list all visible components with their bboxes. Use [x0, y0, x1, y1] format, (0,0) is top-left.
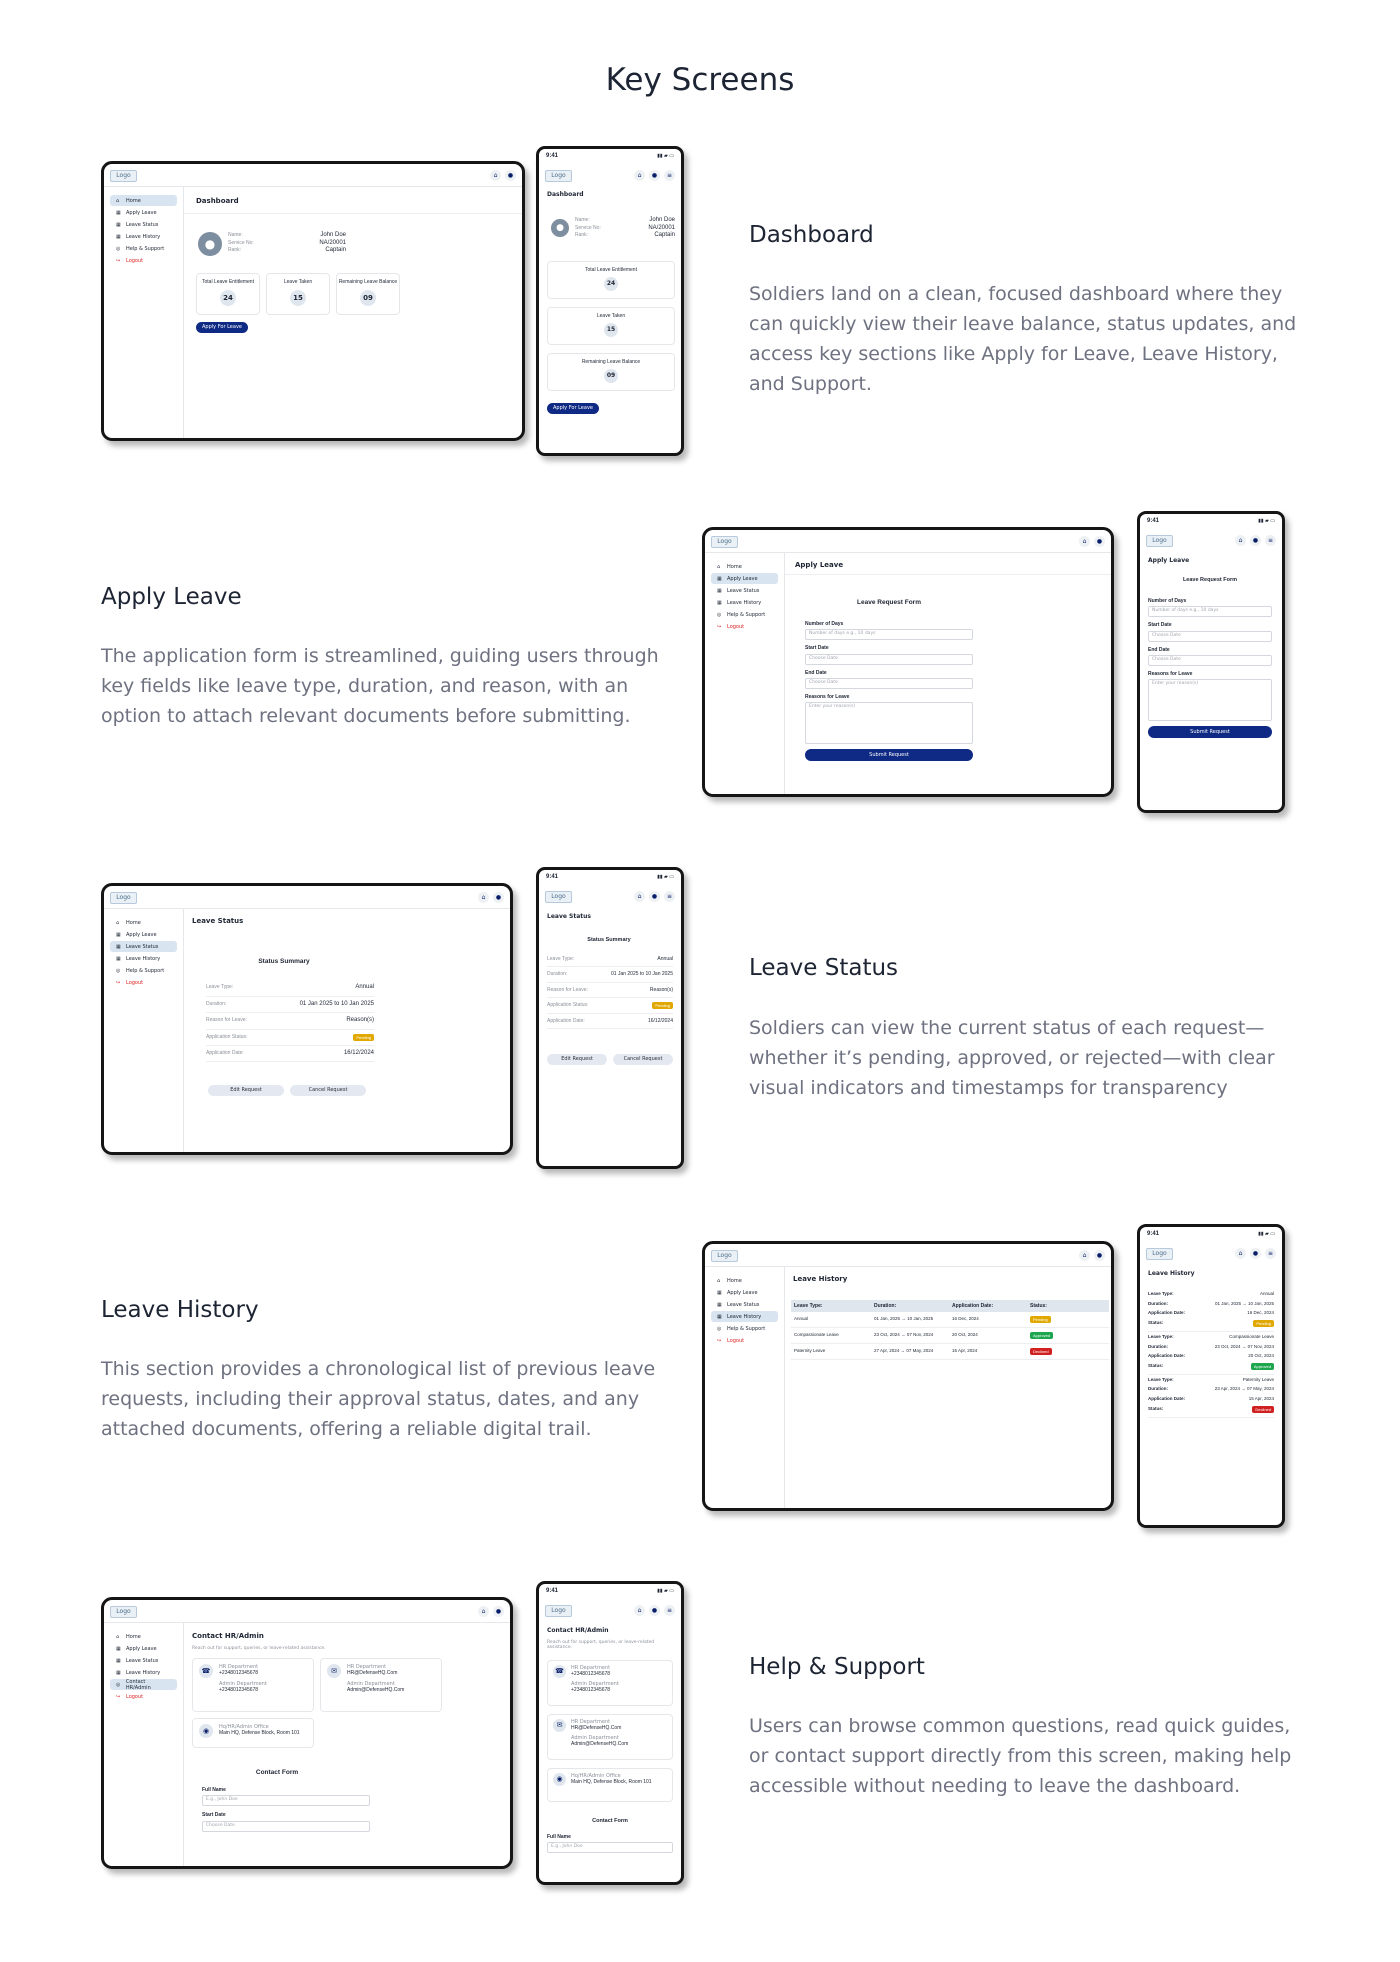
menu-icon[interactable]: ≡ — [1265, 535, 1276, 546]
phone-icon: ☎ — [199, 1664, 213, 1678]
cancel-request-button[interactable]: Cancel Request — [613, 1054, 673, 1065]
bell-icon[interactable]: ⌂ — [1079, 1250, 1090, 1261]
logout-icon: ↪ — [717, 623, 722, 630]
days-input[interactable]: Number of days e.g., 10 days — [1148, 606, 1272, 617]
sidebar-item-logout[interactable]: ↪ Logout — [116, 979, 144, 986]
calendar-icon: ▦ — [116, 1645, 121, 1652]
sidebar-item-apply-leave[interactable]: ▦ Apply Leave — [711, 573, 778, 584]
bell-icon[interactable]: ⌂ — [634, 891, 645, 902]
logo: Logo — [110, 892, 137, 904]
calendar-icon: ▦ — [116, 1657, 121, 1664]
logo: Logo — [110, 1606, 137, 1618]
sidebar-item-logout[interactable]: ↪ Logout — [116, 257, 144, 264]
form-title: Contact Form — [592, 1818, 628, 1824]
logout-icon: ↪ — [717, 1337, 722, 1344]
sidebar-item-leave-status[interactable]: ▦ Leave Status — [116, 221, 159, 228]
page-heading: Apply Leave — [795, 561, 844, 569]
calendar-icon: ▦ — [116, 943, 121, 950]
page-heading: Leave Status — [192, 917, 244, 925]
page-subtitle: Reach out for support, queries, or leave-related assistance. — [192, 1646, 326, 1651]
sidebar-item-leave-status[interactable]: ▦ Leave Status — [717, 587, 760, 594]
phone-contact-card: ☎ HR Department +2348012345678 Admin Department +2348012345678 — [547, 1660, 673, 1706]
logo: Logo — [711, 536, 738, 548]
status-badge: Pending — [353, 1034, 374, 1041]
section-heading-dashboard: Dashboard — [749, 222, 874, 248]
apply-for-leave-button[interactable]: Apply For Leave — [547, 403, 599, 414]
page-heading: Dashboard — [196, 197, 239, 205]
table-row[interactable]: Compassionate Leave 23 Oct, 2024 → 07 Nov, 2024 20 Oct, 2024 Approved — [791, 1328, 1109, 1344]
user-icon[interactable]: ● — [649, 170, 660, 181]
form-title: Leave Request Form — [857, 599, 921, 606]
signal-icon: ▮▮ ▰ ▭ — [657, 874, 674, 880]
profile-info: Name: John Doe Service No: NA/20001 Rank: Captain — [228, 232, 346, 253]
logo: Logo — [545, 170, 572, 182]
phone-contact-card: ☎ HR Department +2348012345678 Admin Department +2348012345678 — [192, 1658, 314, 1712]
profile-info: Name: John Doe Service No: NA/20001 Rank: Captain — [575, 217, 675, 238]
sidebar-item-logout[interactable]: ↪ Logout — [717, 1337, 745, 1344]
phone-icon: ☎ — [553, 1665, 566, 1678]
headset-icon: ◎ — [717, 1325, 722, 1332]
section-heading-status: Leave Status — [749, 955, 899, 981]
stat-card-remaining: Remaining Leave Balance 09 — [547, 353, 675, 391]
stat-card-taken: Leave Taken 15 — [266, 273, 330, 315]
status-badge: Declined — [1252, 1406, 1274, 1413]
summary-title: Status Summary — [587, 937, 631, 943]
full-name-input[interactable]: E.g., John Doe — [547, 1842, 673, 1853]
mobile-history-frame: 9:41 ▮▮ ▰ ▭ Logo ⌂ ● ≡ Leave History Leave Type: Annual Duration: 01 Jan, 2025 → 10 Jan, 2025 Application Date: 16 Dec, 2024 Status: Pending Leave Type: Compassionate Leave Duration: 23 Oct, 2024 → 07 Nov, 2024 Application Date: 20 Oct, 2024 Status: Approved Leave Type: Paternity Leave Duration: 23 Apr, 2024 → 07 May, 2024 Application Date: 15 Apr, 2024 Status: Declined — [1137, 1224, 1285, 1528]
logo: Logo — [545, 891, 572, 903]
calendar-icon: ▦ — [116, 221, 121, 228]
sidebar-item-help[interactable]: ◎ Help & Support — [116, 245, 165, 252]
submit-request-button[interactable]: Submit Request — [1148, 726, 1272, 738]
leave-request-form: Number of Days Number of days e.g., 10 days Start Date Choose Date End Date Choose Date Reasons for Leave Enter your reason(s) Submit Request — [805, 621, 973, 761]
sidebar-item-leave-history[interactable]: ▦ Leave History — [116, 1669, 161, 1676]
apply-for-leave-button[interactable]: Apply For Leave — [196, 322, 248, 333]
logo: Logo — [1146, 535, 1173, 547]
section-body-history: This section provides a chronological list of previous leave requests, including their approval status, dates, and any attached documents, offering a reliable digital trail. — [101, 1358, 656, 1440]
reason-textarea[interactable]: Enter your reason(s) — [1148, 679, 1272, 721]
sidebar-item-home[interactable]: ⌂ Home — [717, 1277, 742, 1284]
table-header: Leave Type: Duration: Application Date: Status: — [791, 1300, 1109, 1312]
status-badge: Approved — [1030, 1332, 1053, 1339]
page-heading: Dashboard — [547, 191, 584, 198]
contact-form: Full Name E.g., John Doe Start Date Choose Date — [202, 1787, 370, 1834]
summary-title: Status Summary — [258, 958, 310, 965]
page-heading: Leave Status — [547, 913, 591, 920]
signal-icon: ▮▮ ▰ ▭ — [1258, 1231, 1275, 1237]
desktop-history-frame — [702, 1241, 1114, 1511]
signal-icon: ▮▮ ▰ ▭ — [657, 1588, 674, 1594]
office-contact-card: ◉ Hq/HR/Admin Office Main HQ, Defense Block, Room 101 — [192, 1718, 314, 1748]
cancel-request-button[interactable]: Cancel Request — [290, 1085, 366, 1096]
page-heading: Contact HR/Admin — [192, 1632, 264, 1640]
user-icon[interactable]: ● — [649, 891, 660, 902]
status-badge: Approved — [1251, 1363, 1274, 1370]
sidebar-item-apply-leave[interactable]: ▦ Apply Leave — [116, 209, 157, 216]
headset-icon: ◎ — [116, 1681, 121, 1688]
user-icon[interactable]: ● — [493, 892, 504, 903]
full-name-input[interactable]: E.g., John Doe — [202, 1795, 370, 1806]
form-title: Leave Request Form — [1182, 577, 1238, 583]
bell-icon[interactable]: ⌂ — [634, 170, 645, 181]
logout-icon: ↪ — [116, 1693, 121, 1700]
email-contact-card: ✉ HR Department HR@DefenseHQ.Com Admin Department Admin@DefenseHQ.Com — [547, 1714, 673, 1760]
logo: Logo — [110, 170, 137, 182]
desktop-help-frame — [101, 1597, 513, 1869]
headset-icon: ◎ — [116, 245, 121, 252]
leave-request-form: Number of Days Number of days e.g., 10 days Start Date Choose Date End Date Choose Date Reasons for Leave Enter your reason(s) Submit Request — [1148, 598, 1272, 738]
mobile-status-frame: 9:41 ▮▮ ▰ ▭ Logo ⌂ ● ≡ Leave Status Status Summary Leave Type: Annual Duration: 01 Jan 2025 to 10 Jan 2025 Reason for Leave: Reason(s) Application Status: Pending Application Date: 16/12/2024 Edit Request Cancel Request — [536, 867, 684, 1169]
status-badge: Pending — [652, 1002, 673, 1009]
section-body-dashboard: Soldiers land on a clean, focused dashboard where they can quickly view their leave balance, status updates, and access key sections like Apply for Leave, Leave History, and Support. — [749, 283, 1297, 395]
user-icon[interactable]: ● — [1250, 535, 1261, 546]
status-summary: Leave Type: Annual Duration: 01 Jan 2025 to 10 Jan 2025 Reason for Leave: Reason(s) Application Status: Pending Application Date: 16/12/2024 — [206, 980, 374, 1062]
edit-request-button[interactable]: Edit Request — [547, 1054, 607, 1065]
sidebar — [104, 1622, 184, 1866]
stat-card-remaining: Remaining Leave Balance 09 — [336, 273, 400, 315]
contact-form: Full Name E.g., John Doe — [547, 1834, 673, 1855]
user-icon[interactable]: ● — [1094, 1250, 1105, 1261]
page-title: Key Screens — [605, 62, 795, 98]
sidebar-item-home[interactable]: ⌂ Home — [116, 1633, 141, 1640]
sidebar-item-help[interactable]: ◎ Help & Support — [717, 611, 766, 618]
calendar-icon: ▦ — [717, 1313, 722, 1320]
calendar-icon: ▦ — [717, 599, 722, 606]
sidebar-item-apply-leave[interactable]: ▦ Apply Leave — [116, 1645, 157, 1652]
days-input[interactable]: Number of days e.g., 10 days — [805, 629, 973, 640]
logout-icon: ↪ — [116, 979, 121, 986]
location-icon: ◉ — [199, 1724, 213, 1738]
table-row[interactable]: Paternity Leave 27 Apr, 2024 → 07 May, 2024 15 Apr, 2024 Declined — [791, 1344, 1109, 1360]
signal-icon: ▮▮ ▰ ▭ — [657, 153, 674, 159]
end-date-input[interactable]: Choose Date — [1148, 655, 1272, 666]
edit-request-button[interactable]: Edit Request — [208, 1085, 284, 1096]
bell-icon[interactable]: ⌂ — [1235, 1248, 1246, 1259]
menu-icon[interactable]: ≡ — [664, 1605, 675, 1616]
calendar-icon: ▦ — [717, 1289, 722, 1296]
page-heading: Leave History — [1148, 1270, 1195, 1277]
stat-card-taken: Leave Taken 15 — [547, 307, 675, 345]
bell-icon[interactable]: ⌂ — [478, 1606, 489, 1617]
calendar-icon: ▦ — [116, 931, 121, 938]
desktop-status-frame — [101, 883, 513, 1155]
start-date-input[interactable]: Choose Date — [202, 1821, 370, 1832]
bell-icon[interactable]: ⌂ — [1235, 535, 1246, 546]
bell-icon[interactable]: ⌂ — [1079, 536, 1090, 547]
stat-card-entitlement: Total Leave Entitlement 24 — [547, 261, 675, 299]
page-heading: Apply Leave — [1148, 557, 1190, 564]
avatar: ● — [551, 219, 569, 237]
sidebar-item-logout[interactable]: ↪ Logout — [717, 623, 745, 630]
user-icon[interactable]: ● — [505, 170, 516, 181]
calendar-icon: ▦ — [116, 955, 121, 962]
menu-icon[interactable]: ≡ — [664, 170, 675, 181]
status-badge: Pending — [1253, 1320, 1274, 1327]
sidebar-item-leave-status[interactable]: ▦ Leave Status — [116, 1657, 159, 1664]
home-icon: ⌂ — [116, 919, 120, 926]
calendar-icon: ▦ — [717, 575, 722, 582]
desktop-apply-frame — [702, 527, 1114, 797]
history-table — [791, 1300, 1109, 1360]
page-heading: Leave History — [793, 1275, 848, 1283]
sidebar-item-help[interactable]: ◎ Help & Support — [717, 1325, 766, 1332]
sidebar-item-leave-status[interactable]: ▦ Leave Status — [717, 1301, 760, 1308]
bell-icon[interactable]: ⌂ — [478, 892, 489, 903]
section-heading-apply: Apply Leave — [101, 584, 242, 610]
sidebar — [705, 552, 785, 794]
headset-icon: ◎ — [116, 967, 121, 974]
office-contact-card: ◉ Hq/HR/Admin Office Main HQ, Defense Block, Room 101 — [547, 1768, 673, 1802]
logout-icon: ↪ — [116, 257, 121, 264]
calendar-icon: ▦ — [717, 587, 722, 594]
history-list: Leave Type: Annual Duration: 01 Jan, 2025 → 10 Jan, 2025 Application Date: 16 Dec, 2024 Status: Pending Leave Type: Compassionate Leave Duration: 23 Oct, 2024 → 07 Nov, 2024 Application Date: 20 Oct, 2024 Status: Approved Leave Type: Paternity Leave Duration: 23 Apr, 2024 → 07 May, 2024 Application Date: 15 Apr, 2024 Status: Declined — [1148, 1289, 1274, 1418]
start-date-input[interactable]: Choose Date — [1148, 631, 1272, 642]
form-title: Contact Form — [255, 1769, 299, 1776]
section-heading-help: Help & Support — [749, 1654, 925, 1680]
menu-icon[interactable]: ≡ — [1265, 1248, 1276, 1259]
bell-icon[interactable]: ⌂ — [490, 170, 501, 181]
section-heading-history: Leave History — [101, 1297, 259, 1323]
status-badge: Pending — [1030, 1316, 1051, 1323]
calendar-icon: ▦ — [116, 233, 121, 240]
logo: Logo — [711, 1250, 738, 1262]
bell-icon[interactable]: ⌂ — [634, 1605, 645, 1616]
section-body-apply: The application form is streamlined, guiding users through key fields like leave type, duration, and reason, with an option to attach relevant documents before submitting. — [101, 645, 659, 727]
home-icon: ⌂ — [717, 563, 721, 570]
user-icon[interactable]: ● — [649, 1605, 660, 1616]
location-icon: ◉ — [553, 1773, 566, 1786]
headset-icon: ◎ — [717, 611, 722, 618]
home-icon: ⌂ — [717, 1277, 721, 1284]
sidebar-item-apply-leave[interactable]: ▦ Apply Leave — [717, 1289, 758, 1296]
reason-textarea[interactable]: Enter your reason(s) — [805, 702, 973, 744]
menu-icon[interactable]: ≡ — [664, 891, 675, 902]
calendar-icon: ▦ — [116, 209, 121, 216]
stat-card-entitlement: Total Leave Entitlement 24 — [196, 273, 260, 315]
signal-icon: ▮▮ ▰ ▭ — [1258, 518, 1275, 524]
submit-request-button[interactable]: Submit Request — [805, 749, 973, 761]
sidebar — [705, 1266, 785, 1508]
sidebar-item-leave-history[interactable]: ▦ Leave History — [711, 1311, 778, 1322]
sidebar-item-help[interactable]: ◎ Help & Support — [116, 967, 165, 974]
mail-icon: ✉ — [553, 1719, 566, 1732]
desktop-dashboard-frame — [101, 161, 525, 441]
calendar-icon: ▦ — [116, 1669, 121, 1676]
logo: Logo — [545, 1605, 572, 1617]
sidebar-item-leave-history[interactable]: ▦ Leave History — [116, 233, 161, 240]
sidebar-item-home[interactable]: ⌂ Home — [116, 919, 141, 926]
sidebar-item-leave-history[interactable]: ▦ Leave History — [116, 955, 161, 962]
sidebar-item-apply-leave[interactable]: ▦ Apply Leave — [116, 931, 157, 938]
calendar-icon: ▦ — [717, 1301, 722, 1308]
home-icon: ⌂ — [116, 197, 120, 204]
page-heading: Contact HR/Admin — [547, 1627, 609, 1634]
section-body-status: Soldiers can view the current status of each request—whether it’s pending, approved, or rejected—with clear visual indicators and timestamps for transparency — [749, 1017, 1275, 1099]
section-body-help: Users can browse common questions, read quick guides, or contact support directly from this screen, making help accessible without needing to leave the dashboard. — [749, 1715, 1292, 1797]
sidebar-item-contact[interactable]: ◎ Contact HR/Admin — [110, 1679, 177, 1690]
avatar: ● — [198, 232, 222, 256]
sidebar — [104, 908, 184, 1152]
sidebar-item-leave-status[interactable]: ▦ Leave Status — [110, 941, 177, 952]
user-icon[interactable]: ● — [1094, 536, 1105, 547]
sidebar — [104, 186, 184, 438]
status-summary: Leave Type: Annual Duration: 01 Jan 2025 to 10 Jan 2025 Reason for Leave: Reason(s) Application Status: Pending Application Date: 16/12/2024 — [547, 952, 673, 1029]
mobile-apply-frame: 9:41 ▮▮ ▰ ▭ Logo ⌂ ● ≡ Apply Leave Leave Request Form Number of Days Number of days e.g., 10 days Start Date Choose Date End Date Choose Date Reasons for Leave Enter your reason(s) Submit Request — [1137, 511, 1285, 813]
mail-icon: ✉ — [327, 1664, 341, 1678]
page-subtitle: Reach out for support, queries, or leave-related assistance. — [547, 1640, 655, 1650]
mobile-dashboard-frame: 9:41 ▮▮ ▰ ▭ Logo ⌂ ● ≡ Dashboard ● Name: John Doe Service No: NA/20001 Rank: Captain Total Leave Entitlement 24 Leave Taken 15 Remaining Leave Balance 09 Apply For Leave — [536, 146, 684, 456]
logo: Logo — [1146, 1248, 1173, 1260]
home-icon: ⌂ — [116, 1633, 120, 1640]
sidebar-item-home[interactable]: ⌂ Home — [717, 563, 742, 570]
sidebar-item-home[interactable]: ⌂ Home — [110, 195, 177, 206]
end-date-input[interactable]: Choose Date — [805, 678, 973, 689]
status-badge: Declined — [1030, 1348, 1052, 1355]
mobile-help-frame: 9:41 ▮▮ ▰ ▭ Logo ⌂ ● ≡ Contact HR/Admin Reach out for support, queries, or leave-related assistance. ☎ HR Department +2348012345678 Admin Department +2348012345678 ✉ HR Department HR@DefenseHQ.Com Admin Department Admin@DefenseHQ.Com ◉ Hq/HR/Admin Office Main HQ, Defense Block, Room 101 Contact Form Full Name E.g., John Doe — [536, 1581, 684, 1885]
start-date-input[interactable]: Choose Date — [805, 654, 973, 665]
email-contact-card: ✉ HR Department HR@DefenseHQ.Com Admin Department Admin@DefenseHQ.Com — [320, 1658, 442, 1712]
user-icon[interactable]: ● — [1250, 1248, 1261, 1259]
table-row[interactable]: Annual 01 Jan, 2025 → 10 Jan, 2025 16 Dec, 2024 Pending — [791, 1312, 1109, 1328]
sidebar-item-leave-history[interactable]: ▦ Leave History — [717, 599, 762, 606]
sidebar-item-logout[interactable]: ↪ Logout — [116, 1693, 144, 1700]
user-icon[interactable]: ● — [493, 1606, 504, 1617]
